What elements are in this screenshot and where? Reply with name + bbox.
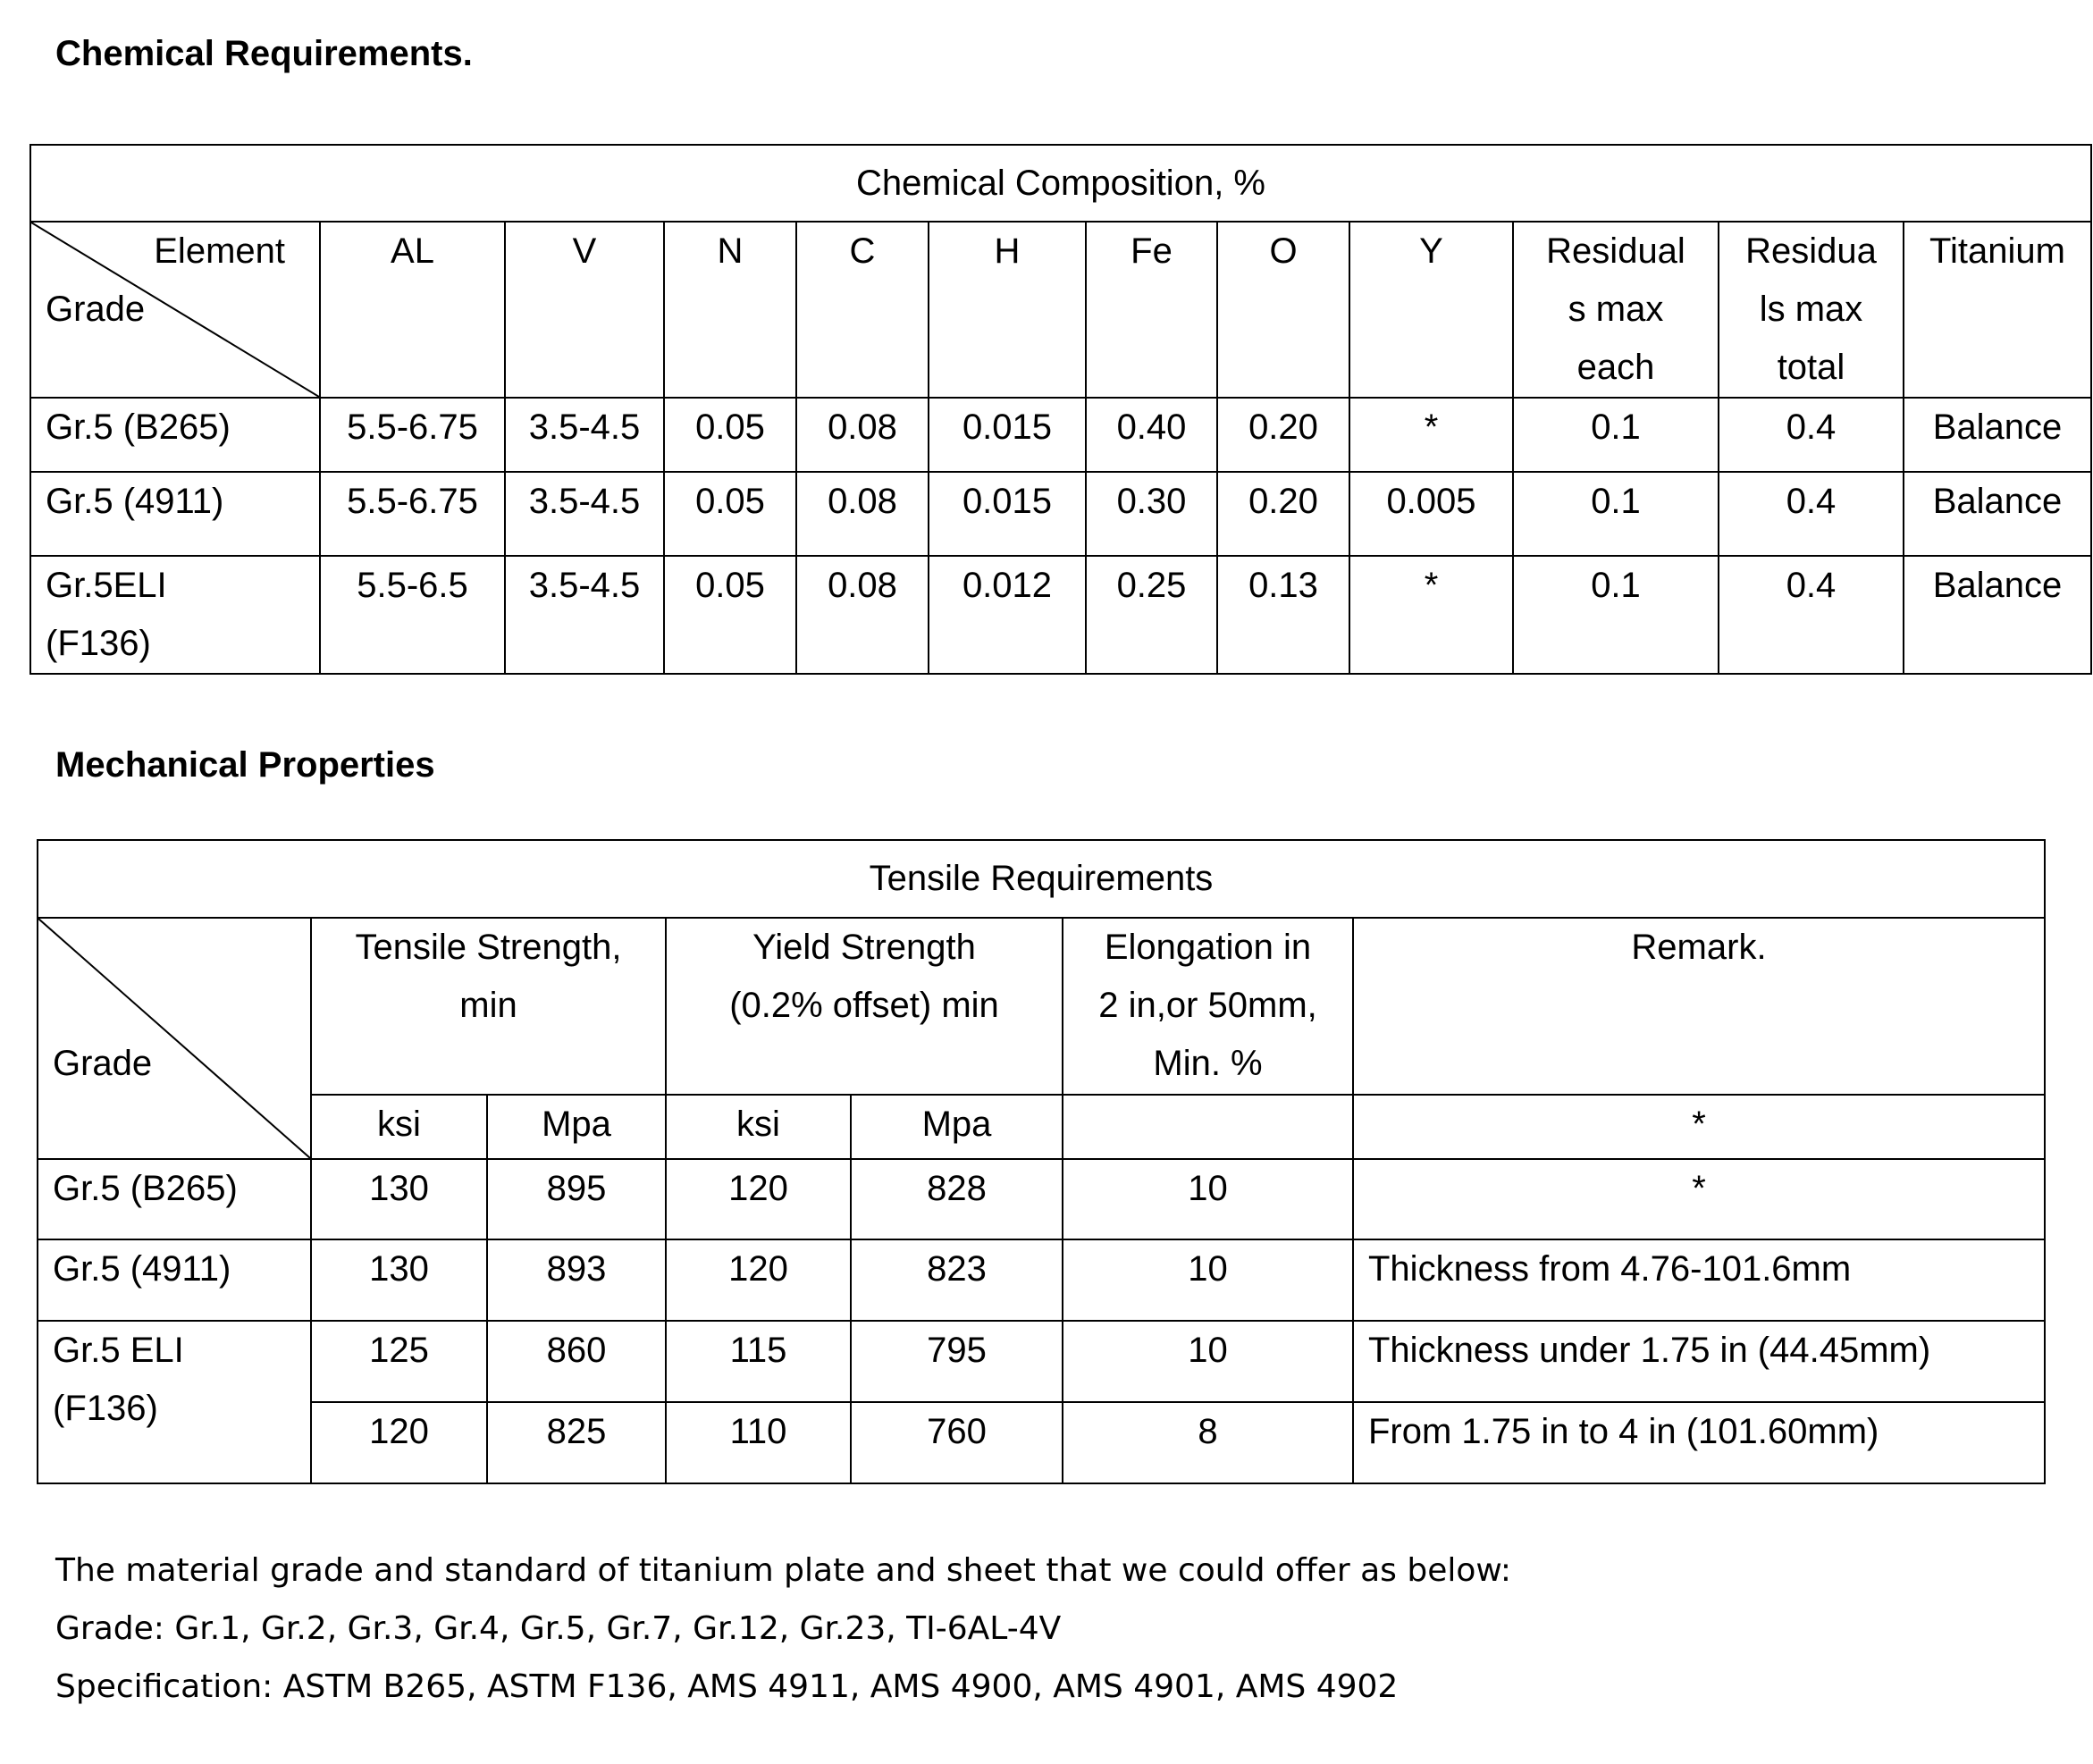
header-line: Min. % <box>1153 1044 1263 1083</box>
corner-label-element: Element <box>154 231 285 271</box>
value-cell: 825 <box>487 1402 666 1483</box>
value-cell: 0.08 <box>796 398 929 472</box>
col-header-c: C <box>796 222 929 398</box>
grade-cell <box>30 556 320 674</box>
note-line: The material grade and standard of titanium plate and sheet that we could offer as below: <box>55 1552 1511 1589</box>
note-line: Specification: ASTM B265, ASTM F136, AMS 4911, AMS 4900, AMS 4901, AMS 4902 <box>55 1668 1399 1705</box>
col-header-o: O <box>1217 222 1349 398</box>
value-cell: 0.1 <box>1513 556 1719 674</box>
value-cell: 0.20 <box>1217 398 1349 472</box>
col-header-titanium: Titanium <box>1904 222 2091 398</box>
remark-cell: * <box>1353 1159 2045 1239</box>
value-cell: 10 <box>1063 1239 1353 1321</box>
value-cell: 760 <box>851 1402 1063 1483</box>
header-line: Elongation in <box>1104 928 1312 967</box>
value-cell: 5.5-6.75 <box>320 472 505 556</box>
value-cell: 828 <box>851 1159 1063 1239</box>
value-cell: 120 <box>666 1239 851 1321</box>
value-cell: 3.5-4.5 <box>505 398 664 472</box>
remark-cell: Thickness under 1.75 in (44.45mm) <box>1353 1321 2045 1402</box>
value-cell: 0.1 <box>1513 472 1719 556</box>
table-row <box>38 1159 2045 1239</box>
col-header-fe: Fe <box>1086 222 1217 398</box>
value-cell: 8 <box>1063 1402 1353 1483</box>
header-line: each <box>1576 348 1655 387</box>
value-cell: 0.40 <box>1086 398 1217 472</box>
col-header-al: AL <box>320 222 505 398</box>
value-cell: 120 <box>311 1402 487 1483</box>
mechanical-properties-heading: Mechanical Properties <box>55 745 435 785</box>
value-cell: 0.015 <box>929 472 1086 556</box>
header-line: 2 in,or 50mm, <box>1098 986 1317 1025</box>
value-cell: 0.08 <box>796 556 929 674</box>
unit-cell: Mpa <box>851 1095 1063 1159</box>
header-line: min <box>459 986 517 1025</box>
chemical-requirements-heading: Chemical Requirements. <box>55 34 473 73</box>
offer-notes <box>55 1541 1511 1716</box>
value-cell: 130 <box>311 1239 487 1321</box>
value-cell: 0.05 <box>664 556 796 674</box>
table-row <box>30 472 2091 556</box>
header-line: s max <box>1568 290 1664 329</box>
value-cell: 110 <box>666 1402 851 1483</box>
value-cell: 0.1 <box>1513 398 1719 472</box>
col-header-residuals-each <box>1513 222 1719 398</box>
value-cell: 120 <box>666 1159 851 1239</box>
value-cell: 3.5-4.5 <box>505 472 664 556</box>
header-line: ls max <box>1759 290 1863 329</box>
value-cell: 0.25 <box>1086 556 1217 674</box>
value-cell: 0.4 <box>1719 556 1904 674</box>
unit-cell: * <box>1353 1095 2045 1159</box>
value-cell: 0.4 <box>1719 398 1904 472</box>
header-line: total <box>1777 348 1845 387</box>
grade-line: (F136) <box>46 624 151 663</box>
grade-cell: Gr.5 (4911) <box>38 1239 311 1321</box>
value-cell: * <box>1349 556 1513 674</box>
value-cell: 0.05 <box>664 472 796 556</box>
value-cell: Balance <box>1904 472 2091 556</box>
tensile-requirements-table <box>37 839 2046 1484</box>
tensile-table-title: Tensile Requirements <box>38 840 2045 918</box>
value-cell: 0.05 <box>664 398 796 472</box>
value-cell: * <box>1349 398 1513 472</box>
value-cell: 10 <box>1063 1321 1353 1402</box>
value-cell: 895 <box>487 1159 666 1239</box>
unit-cell: Mpa <box>487 1095 666 1159</box>
table-row <box>30 398 2091 472</box>
tensile-corner-cell <box>38 918 311 1159</box>
value-cell: 115 <box>666 1321 851 1402</box>
col-header-elongation <box>1063 918 1353 1095</box>
header-line: Tensile Strength, <box>355 928 622 967</box>
corner-label-grade: Grade <box>46 290 146 329</box>
table-row <box>38 1321 2045 1402</box>
table-row <box>30 556 2091 674</box>
col-header-remark: Remark. <box>1353 918 2045 1095</box>
value-cell: 0.005 <box>1349 472 1513 556</box>
value-cell: 130 <box>311 1159 487 1239</box>
value-cell: 125 <box>311 1321 487 1402</box>
col-header-yield-strength <box>666 918 1063 1095</box>
chemical-table-title: Chemical Composition, % <box>30 145 2091 222</box>
value-cell: 795 <box>851 1321 1063 1402</box>
chemical-corner-cell <box>30 222 320 398</box>
value-cell: 0.13 <box>1217 556 1349 674</box>
table-row <box>38 1402 2045 1483</box>
col-header-h: H <box>929 222 1086 398</box>
corner-label-grade: Grade <box>53 1044 153 1083</box>
header-line: Yield Strength <box>752 928 976 967</box>
remark-cell: Thickness from 4.76-101.6mm <box>1353 1239 2045 1321</box>
remark-cell: From 1.75 in to 4 in (101.60mm) <box>1353 1402 2045 1483</box>
col-header-residuals-total <box>1719 222 1904 398</box>
value-cell: Balance <box>1904 556 2091 674</box>
value-cell: Balance <box>1904 398 2091 472</box>
col-header-n: N <box>664 222 796 398</box>
value-cell: 0.30 <box>1086 472 1217 556</box>
unit-cell: ksi <box>311 1095 487 1159</box>
value-cell: 5.5-6.75 <box>320 398 505 472</box>
col-header-tensile-strength <box>311 918 666 1095</box>
value-cell: 5.5-6.5 <box>320 556 505 674</box>
chemical-composition-table <box>29 144 2092 675</box>
units-row <box>38 1095 2045 1159</box>
grade-cell: Gr.5 (B265) <box>30 398 320 472</box>
value-cell: 0.012 <box>929 556 1086 674</box>
value-cell: 0.08 <box>796 472 929 556</box>
header-line: Residua <box>1745 231 1877 271</box>
grade-line: (F136) <box>53 1389 158 1428</box>
value-cell: 0.20 <box>1217 472 1349 556</box>
table-row <box>38 1239 2045 1321</box>
note-line: Grade: Gr.1, Gr.2, Gr.3, Gr.4, Gr.5, Gr.7, Gr.12, Gr.23, TI-6AL-4V <box>55 1610 1062 1647</box>
value-cell: 893 <box>487 1239 666 1321</box>
col-header-v: V <box>505 222 664 398</box>
grade-line: Gr.5ELI <box>46 566 167 605</box>
grade-cell: Gr.5 (4911) <box>30 472 320 556</box>
grade-cell <box>38 1321 311 1483</box>
value-cell: 3.5-4.5 <box>505 556 664 674</box>
value-cell: 823 <box>851 1239 1063 1321</box>
unit-cell: ksi <box>666 1095 851 1159</box>
grade-line: Gr.5 ELI <box>53 1331 184 1370</box>
header-line: (0.2% offset) min <box>729 986 999 1025</box>
value-cell: 860 <box>487 1321 666 1402</box>
grade-cell: Gr.5 (B265) <box>38 1159 311 1239</box>
value-cell: 10 <box>1063 1159 1353 1239</box>
value-cell: 0.4 <box>1719 472 1904 556</box>
col-header-y: Y <box>1349 222 1513 398</box>
unit-cell <box>1063 1095 1353 1159</box>
header-line: Residual <box>1546 231 1685 271</box>
value-cell: 0.015 <box>929 398 1086 472</box>
